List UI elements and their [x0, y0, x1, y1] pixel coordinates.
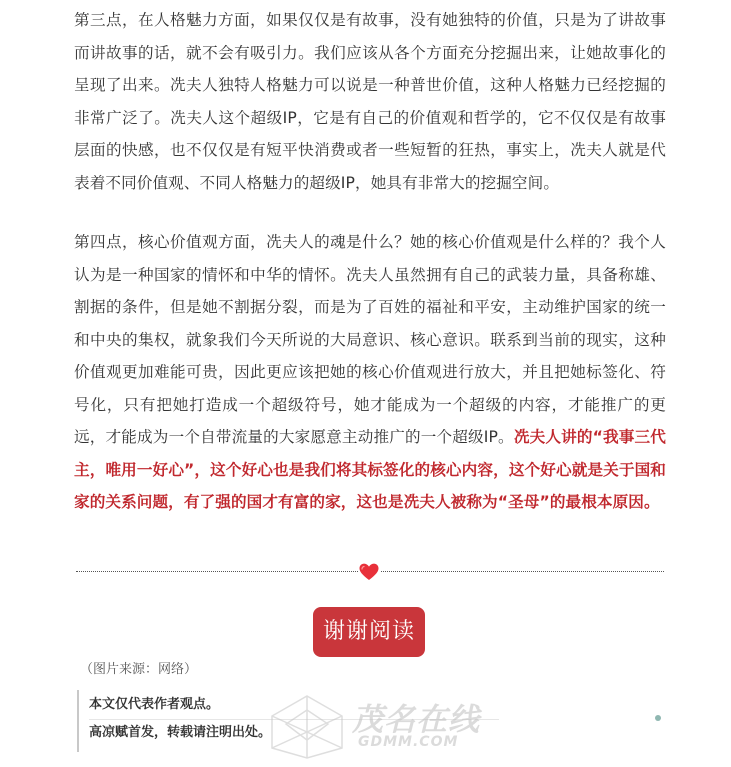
watermark-text: 茂名在线 [352, 702, 480, 738]
author-opinion-note: 本文仅代表作者观点。 [89, 697, 220, 712]
thanks-for-reading-button[interactable]: 谢谢阅读 [313, 607, 425, 657]
paragraph-third-point: 第三点，在人格魅力方面，如果仅仅是有故事，没有她独特的价值，只是为了讲故事而讲故事的话，就不会有吸引力。我们应该从各个方面充分挖掘出来，让她故事化的呈现了出来。冼夫人独特人格魅力可以说是一种普世价值，这种人格魅力已经挖掘的非常广泛了。冼夫人这个超级IP，它是有自己的价值观和哲学的，它不仅仅是有故事层面的快感，也不仅仅是有短平快消费或者一些短暂的狂热，事实上，冼夫人就是代表着不同价值观、不同人格魅力的超级IP，她具有非常大的挖掘空间。 [74, 11, 666, 192]
site-watermark [262, 690, 498, 762]
heart-icon [358, 562, 380, 582]
watermark-domain: GDMM.COM [358, 734, 459, 750]
paragraph-fourth-point [74, 226, 666, 519]
highlighted-quote: 冼夫人讲的“我事三代主，唯用一好心”，这个好心也是我们将其标签化的核心内容，这个好心就是关于国和家的关系问题，有了强的国才有富的家，这也是冼夫人被称为“圣母”的最根本原因。 [74, 428, 667, 511]
image-source-caption: （图片来源：网络） [80, 662, 198, 677]
watermark-logo-icon [262, 690, 352, 762]
decorative-dot [655, 715, 661, 721]
paragraph-fourth-point-text: 第四点，核心价值观方面，冼夫人的魂是什么？她的核心价值观是什么样的？我个人认为是一种国家的情怀和中华的情怀。冼夫人虽然拥有自己的武装力量，具备称雄、割据的条件，但是她不割据分裂，而是为了百姓的福祉和平安，主动维护国家的统一和中央的集权，就象我们今天所说的大局意识、核心意识。联系到当前的现实，这种价值观更加难能可贵，因此更应该把她的核心价值观进行放大，并且把她标签化、符号化，只有把她打造成一个超级符号，她才能成为一个超级的内容，才能推广的更远，才能成为一个自带流量的大家愿意主动推广的一个超级IP。 [74, 233, 666, 446]
copyright-note: 高凉赋首发，转载请注明出处。 [89, 725, 272, 740]
